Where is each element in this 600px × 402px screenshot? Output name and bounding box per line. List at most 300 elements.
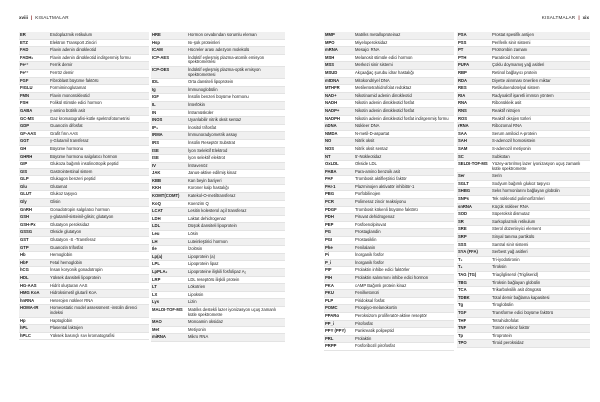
abbreviation: HbF xyxy=(20,259,29,265)
abbreviation-row xyxy=(19,146,149,154)
abbreviation-row xyxy=(151,216,285,224)
abbreviation-definition: γ-amino bütirik asit xyxy=(50,107,85,113)
abbreviation-definition: İnositol trifosfat xyxy=(188,124,217,130)
abbreviation: Ser xyxy=(458,173,465,179)
abbreviation-row xyxy=(457,123,590,131)
abbreviation-row xyxy=(457,146,590,154)
abbreviation-definition: cAMP Bağımlı protein kinaz xyxy=(355,282,407,288)
abbreviation-definition: Okside LDL xyxy=(355,161,377,167)
abbreviation: Met xyxy=(152,326,160,332)
abbreviation: GTP xyxy=(20,244,29,250)
abbreviation: NADH xyxy=(325,100,338,106)
abbreviation-definition: Pankreatik polipeptid xyxy=(355,328,394,334)
abbreviation-row xyxy=(324,237,454,245)
abbreviation-row xyxy=(324,207,454,215)
abbreviation-row xyxy=(457,188,590,196)
abbreviation-row xyxy=(457,280,590,288)
abbreviation-definition: Serbest yağ asitleri xyxy=(492,249,528,255)
abbreviation-definition: 5'-Nükleotidaz xyxy=(355,153,382,159)
abbreviation-row xyxy=(151,148,285,156)
abbreviation: GDP xyxy=(20,123,30,129)
abbreviation-row xyxy=(457,62,590,70)
abbreviation-row xyxy=(151,79,285,87)
running-title: KISALTMALAR xyxy=(35,15,69,20)
abbreviation-row xyxy=(324,93,454,101)
abbreviation-definition: Peroksizom proliferatör-aktive reseptör xyxy=(355,312,427,318)
abbreviation-row xyxy=(324,267,454,275)
abbreviation: NADPH xyxy=(325,115,340,121)
abbreviation-row xyxy=(151,40,285,48)
abbreviation: T₄ xyxy=(458,264,463,270)
abbreviation-definition: İntramüsküler xyxy=(188,109,214,115)
abbreviation: GABA xyxy=(20,107,33,113)
abbreviation-definition: Metiyonin xyxy=(188,326,206,332)
abbreviation: IL xyxy=(152,101,156,107)
abbreviation: PRPP xyxy=(325,343,337,349)
abbreviation-definition: Mitokondriyel DNA xyxy=(355,77,390,83)
abbreviation-definition: Katekol-O-metiltransferaz xyxy=(188,193,236,199)
abbreviation-definition: Sterol düzenleyici element xyxy=(492,226,541,232)
abbreviation-definition: Tetrahidrofolat xyxy=(492,317,519,323)
abbreviation-row xyxy=(457,295,590,303)
abbreviation-definition: Fetal hemoglobin xyxy=(50,259,83,265)
abbreviation-definition: Melanosit stimüle edici hormon xyxy=(355,54,413,60)
abbreviation-row xyxy=(324,283,454,291)
abbreviation: LH xyxy=(152,238,158,244)
abbreviation: SHBG xyxy=(458,188,471,194)
abbreviation: SYA (FFA) xyxy=(458,249,478,255)
abbreviation: SOD xyxy=(458,211,468,217)
abbreviation: GSSG xyxy=(20,229,33,235)
abbreviation-definition: Retinol bağlayıcı protein xyxy=(492,69,537,75)
page-header xyxy=(19,15,69,20)
abbreviation-definition: İzolösin xyxy=(188,246,203,252)
abbreviation-definition: İndüktif eşleşmiş plazma-atomik emisyon spektrometresi xyxy=(188,54,265,65)
abbreviation-definition: S-adenozil homosistein xyxy=(492,138,536,144)
abbreviation-row xyxy=(19,199,149,207)
abbreviation: MSH xyxy=(325,54,335,60)
abbreviation: SRP xyxy=(458,234,467,240)
abbreviation-row xyxy=(151,208,285,216)
abbreviation: KKH xyxy=(152,185,162,191)
abbreviation-row xyxy=(457,333,590,341)
abbreviation: MSS xyxy=(325,62,335,68)
abbreviation-definition: Laktat dehidrogenaz xyxy=(188,215,226,221)
abbreviation: ICP-AES xyxy=(152,54,169,60)
abbreviation-definition: Hemoglobin xyxy=(50,252,73,258)
abbreviation-row xyxy=(19,116,149,124)
abbreviation: HRE xyxy=(152,32,161,37)
abbreviation-row xyxy=(324,123,454,131)
abbreviation-definition: Glisin xyxy=(50,199,61,205)
abbreviation-row xyxy=(324,108,454,116)
abbreviation-row xyxy=(457,78,590,86)
abbreviation-definition: Elektron Transport Zinciri xyxy=(50,39,97,45)
abbreviation-definition: İmmunoradyometrik assay xyxy=(188,132,238,138)
abbreviation: RNA xyxy=(458,100,468,106)
header-separator: | xyxy=(30,15,33,20)
abbreviation: MAO xyxy=(152,319,162,325)
abbreviation-row xyxy=(19,154,149,162)
abbreviation: Fe²⁺ xyxy=(20,69,29,75)
abbreviation-row xyxy=(457,234,590,242)
abbreviation: HG-AAS xyxy=(20,282,37,288)
abbreviation-definition: İnterlökin xyxy=(188,101,205,107)
abbreviation-row xyxy=(324,298,454,306)
abbreviation-definition: Koenzim Q xyxy=(188,200,209,206)
abbreviation: GLUT xyxy=(20,191,32,197)
abbreviation-definition: Merkezi sinir sistemi xyxy=(355,62,393,68)
abbreviation-definition: Tiroid peroksidaz xyxy=(492,340,524,346)
abbreviation: RNS xyxy=(458,107,467,113)
abbreviation-definition: İntravenöz xyxy=(188,162,208,168)
abbreviation-row xyxy=(151,261,285,269)
abbreviation-definition: Fenilketonüri xyxy=(355,290,379,296)
abbreviation-row xyxy=(457,154,590,162)
abbreviation-row xyxy=(457,40,590,48)
abbreviation-row xyxy=(457,173,590,181)
abbreviation-row xyxy=(19,47,149,55)
abbreviation-definition: Haptoglobin xyxy=(50,317,73,323)
abbreviation-definition: γ-glutamil-sisteinil-glisin; glutatyon xyxy=(50,214,114,220)
abbreviation-definition: Glukagon benzeri peptid xyxy=(50,176,96,182)
abbreviation: ICAM xyxy=(152,47,163,53)
abbreviation: ISE xyxy=(152,155,159,161)
abbreviation: PPARα xyxy=(325,312,339,318)
abbreviation-row xyxy=(324,85,454,93)
abbreviation-definition: Orta dansiteli lipoprotein xyxy=(188,79,234,85)
abbreviation: GHRH xyxy=(20,153,33,159)
abbreviation-row xyxy=(151,155,285,163)
abbreviation: FGF xyxy=(20,77,29,83)
abbreviation-row xyxy=(324,146,454,154)
abbreviation: PDGF xyxy=(325,206,337,212)
abbreviation: hnRNA xyxy=(20,297,35,303)
abbreviation-row xyxy=(457,204,590,212)
abbreviation-row xyxy=(19,32,149,40)
abbreviation-row xyxy=(324,78,454,86)
abbreviation: NOS xyxy=(325,145,335,151)
abbreviation-definition: İyon selektif elektrot xyxy=(188,155,226,161)
abbreviation-row xyxy=(457,131,590,139)
abbreviation-definition: Tümör nekroz faktör xyxy=(492,325,530,331)
abbreviation-row xyxy=(151,170,285,178)
abbreviation-definition: Homeostatic model assessment -insülin direnci indeksi xyxy=(50,305,138,315)
abbreviation: SAA xyxy=(458,130,467,136)
abbreviation: Hsp xyxy=(152,39,160,45)
abbreviation: LDH xyxy=(152,215,161,221)
abbreviation: LX xyxy=(152,291,158,297)
abbreviation-row xyxy=(457,264,590,272)
abbreviation-row xyxy=(19,333,149,341)
abbreviation-definition: Folikül stimüle edici hormon xyxy=(50,100,102,106)
abbreviation: ISE xyxy=(152,147,159,153)
abbreviation-row xyxy=(457,93,590,101)
abbreviation: HOMA-IR xyxy=(20,305,39,311)
abbreviation-row xyxy=(324,131,454,139)
abbreviation: NMDA xyxy=(325,130,338,136)
abbreviation: RBP xyxy=(458,69,467,75)
abbreviation-row xyxy=(19,260,149,268)
abbreviation-row xyxy=(324,252,454,260)
abbreviation: NADP+ xyxy=(325,107,340,113)
abbreviation-row xyxy=(457,55,590,63)
abbreviation: HDL xyxy=(20,275,29,280)
abbreviation-row xyxy=(457,108,590,116)
abbreviation-row xyxy=(151,277,285,285)
abbreviation: IRMA xyxy=(152,132,163,138)
abbreviation-row xyxy=(457,287,590,295)
abbreviation: Hp xyxy=(20,317,26,323)
abbreviation-row xyxy=(19,252,149,260)
abbreviation-definition: Prostat spesifik antijen xyxy=(492,32,534,37)
abbreviation-definition: Okside glutatyon xyxy=(50,229,82,235)
abbreviation: GF-AAS xyxy=(20,130,37,136)
abbreviation-row xyxy=(457,257,590,265)
abbreviation: TPO xyxy=(458,340,467,346)
abbreviation: PKU xyxy=(325,290,334,296)
abbreviation-definition: Monoamin oksidaz xyxy=(188,319,223,325)
page-number: xviii xyxy=(19,15,28,20)
abbreviation: Pi xyxy=(325,252,329,258)
abbreviation-row xyxy=(324,154,454,162)
abbreviation-row xyxy=(324,116,454,124)
abbreviation: PG xyxy=(325,229,332,235)
abbreviation-definition: Tiroprotein xyxy=(492,332,512,338)
abbreviation-definition: Uyarılabilir nitrik oksit sentaz xyxy=(188,117,242,123)
abbreviation-row xyxy=(151,140,285,148)
abbreviation-column-1 xyxy=(19,32,149,340)
abbreviation: ER xyxy=(20,32,26,37)
abbreviation: mRNA xyxy=(325,47,338,53)
abbreviation: PSA xyxy=(458,32,467,37)
abbreviation-definition: Lösin xyxy=(188,231,199,237)
abbreviation: PAF xyxy=(325,176,334,182)
abbreviation-definition: Serum amiloid A-protein xyxy=(492,130,537,136)
abbreviation: LpPLA₂ xyxy=(152,269,168,274)
abbreviation: Tp xyxy=(458,332,464,338)
abbreviation: SSS xyxy=(458,241,467,247)
abbreviation-row xyxy=(324,343,454,351)
abbreviation: SAM xyxy=(458,145,468,151)
abbreviation-row xyxy=(457,116,590,124)
abbreviation: FAD xyxy=(20,47,29,53)
abbreviation-definition: LDL reseptörü ilişkili protein xyxy=(188,276,240,282)
abbreviation-row xyxy=(19,78,149,86)
abbreviation-column-4 xyxy=(457,32,590,348)
abbreviation: TBG xyxy=(458,279,467,285)
abbreviation: Tg xyxy=(458,302,464,308)
abbreviation: SELDI-TOF-MS xyxy=(458,161,488,167)
abbreviation-row xyxy=(324,328,454,336)
abbreviation-row xyxy=(19,214,149,222)
abbreviation-row xyxy=(324,32,454,40)
abbreviation-definition: Prostaglandin xyxy=(355,229,381,235)
abbreviation-definition: Plazminojen aktivatör inhibitör-1 xyxy=(355,183,415,189)
abbreviation-row xyxy=(19,70,149,78)
abbreviation-row xyxy=(151,132,285,140)
abbreviation: LT xyxy=(152,284,157,290)
abbreviation: RES xyxy=(458,85,467,91)
abbreviation-definition: Nikotin adenin dinükleotid fosfat indirgenmiş formu xyxy=(355,115,449,121)
abbreviation-row xyxy=(19,131,149,139)
abbreviation: INOS xyxy=(152,117,163,123)
abbreviation-definition: Lipoksin xyxy=(188,291,204,297)
abbreviation-definition: Radyoaktif işaretli immün yöntem xyxy=(492,92,554,98)
abbreviation-row xyxy=(151,284,285,292)
abbreviation-row xyxy=(457,85,590,93)
abbreviation-definition: Nitrik oksit xyxy=(355,138,375,144)
abbreviation: P_i xyxy=(325,259,332,265)
abbreviation-definition: Fenilalanin xyxy=(355,244,376,250)
abbreviation: IRS xyxy=(152,139,159,145)
abbreviation-definition: Flavin adenin dinükleotid indirgenmiş formu xyxy=(50,54,131,60)
abbreviation: PIH xyxy=(325,275,332,280)
abbreviation-definition: Nikotin adenin dinükleotid fosfat xyxy=(355,100,415,106)
abbreviation: NT xyxy=(325,153,331,159)
abbreviation-definition: Piridoksal fosfat xyxy=(355,297,385,303)
abbreviation: hPLC xyxy=(20,332,31,338)
abbreviation: MALDI-TOF-MS xyxy=(152,306,183,312)
abbreviation-definition: Fosforibozil pirofosfat xyxy=(355,343,395,349)
abbreviation-row xyxy=(19,169,149,177)
abbreviation-row xyxy=(151,67,285,79)
abbreviation: PEP xyxy=(325,221,334,227)
abbreviation: T₃ xyxy=(458,256,463,262)
abbreviation-definition: Transforme edici büyüme faktörü xyxy=(492,309,554,315)
abbreviation: FADH₂ xyxy=(20,54,34,60)
abbreviation-definition: Glutamat xyxy=(50,183,67,189)
abbreviation-definition: Glutatyon peroksidaz xyxy=(50,221,90,227)
abbreviation: snRNA xyxy=(458,203,472,209)
abbreviation-definition: Polimeraz zincir reaksiyonu xyxy=(355,199,406,205)
abbreviation: MSUD xyxy=(325,69,338,75)
abbreviation: Gly xyxy=(20,199,27,205)
abbreviation-row xyxy=(457,310,590,318)
abbreviation: PBG xyxy=(325,191,335,197)
abbreviation-definition: Mesajcı RNA xyxy=(355,47,380,53)
abbreviation-definition: Tek nükleotid polimorfizmleri xyxy=(492,196,545,202)
abbreviation-row xyxy=(457,47,590,55)
abbreviation-definition: Flavin adenin dinükleotid xyxy=(50,47,97,53)
abbreviation: PRL xyxy=(325,335,334,341)
abbreviation-row xyxy=(151,55,285,67)
page-number: xix xyxy=(582,15,589,20)
abbreviation: TNF xyxy=(458,325,467,331)
abbreviation-definition: Ribozomal RNA xyxy=(492,123,522,129)
abbreviation: Lp(a) xyxy=(152,253,163,259)
abbreviation-definition: Sinyal tanıma partikülü xyxy=(492,234,535,240)
abbreviation-row xyxy=(324,100,454,108)
abbreviation: Fe³⁺ xyxy=(20,62,29,68)
abbreviation-row xyxy=(151,239,285,247)
abbreviation-definition: Isı-şok proteinleri xyxy=(188,39,220,45)
abbreviation-row xyxy=(19,207,149,215)
abbreviation-definition: Paratiroid hormon xyxy=(492,54,526,60)
abbreviation-definition: γ-Glutamil transferaz xyxy=(50,138,89,144)
abbreviation: LCAT xyxy=(152,208,163,214)
abbreviation-row xyxy=(151,193,285,201)
abbreviation-row xyxy=(324,176,454,184)
abbreviation-definition: Hormon cevabından sorumlu eleman xyxy=(188,32,257,37)
abbreviation-row xyxy=(19,290,149,298)
abbreviation-definition: Lipoprotein lipaz xyxy=(188,261,219,267)
abbreviation-row xyxy=(19,93,149,101)
abbreviation: PTH xyxy=(458,54,467,60)
abbreviation-row xyxy=(151,327,285,335)
abbreviation-definition: Hidrit oluşturan AAS xyxy=(50,282,88,288)
abbreviation: TAG (TG) xyxy=(458,272,477,277)
abbreviation: rRNA xyxy=(458,123,469,129)
abbreviation: PT xyxy=(458,47,464,53)
abbreviation-row xyxy=(324,138,454,146)
abbreviation-row xyxy=(151,269,285,277)
abbreviation-row xyxy=(151,110,285,118)
abbreviation-definition: Total demir bağlama kapasitesi xyxy=(492,294,550,300)
abbreviation-definition: Miyeloperoksidaz xyxy=(355,39,388,45)
abbreviation: Lys xyxy=(152,299,160,305)
abbreviation-row xyxy=(19,123,149,131)
abbreviation-row xyxy=(151,87,285,95)
abbreviation-definition: Glukoza bağımlı insülinotropik peptid xyxy=(50,161,119,167)
abbreviation: nDNA xyxy=(325,123,337,129)
abbreviation-definition: Diyette alınması önerilen miktar xyxy=(492,77,551,83)
abbreviation: TGF xyxy=(458,309,467,315)
abbreviation-row xyxy=(324,222,454,230)
abbreviation-row xyxy=(19,275,149,283)
abbreviation: PCR xyxy=(325,199,334,205)
abbreviation: Ile xyxy=(152,246,157,252)
abbreviation-definition: Tiroksin bağlayan globülin xyxy=(492,279,541,285)
abbreviation-definition: Formiminoglutamat xyxy=(50,85,86,91)
abbreviation: PP_i xyxy=(325,320,335,326)
abbreviation: SR xyxy=(458,218,464,224)
abbreviation: IP₃ xyxy=(152,124,158,130)
abbreviation-definition: Endoplazmik retikulum xyxy=(50,32,93,37)
abbreviation: GLP xyxy=(20,176,29,182)
abbreviation: RDA xyxy=(458,77,468,83)
abbreviation-row xyxy=(324,47,454,55)
abbreviation: Glu xyxy=(20,183,27,189)
abbreviation: KOMT(COMT) xyxy=(152,193,180,199)
abbreviation-row xyxy=(19,222,149,230)
abbreviation: GIP xyxy=(20,161,28,167)
abbreviation-definition: Serin xyxy=(492,173,502,179)
abbreviation-row xyxy=(457,161,590,173)
abbreviation-definition: İyon Selektif Elektrod xyxy=(188,147,228,153)
abbreviation-row xyxy=(19,161,149,169)
abbreviation: hCG xyxy=(20,267,29,273)
abbreviation-definition: Fibroblast büyüme faktörü xyxy=(50,77,99,83)
abbreviation: GC-MS xyxy=(20,115,34,121)
abbreviation-definition: Luteinleştirici hormon xyxy=(188,238,228,244)
abbreviation-definition: Sodyum bağımlı glukoz taşıyıcı xyxy=(492,180,550,186)
abbreviation-definition: Çoklu doymamış yağ asitleri xyxy=(492,62,545,68)
abbreviation: mtDNA xyxy=(325,77,340,83)
abbreviation-row xyxy=(19,229,149,237)
running-title: KISALTMALAR xyxy=(541,15,576,20)
abbreviation: PDH xyxy=(325,214,334,220)
abbreviation: MPO xyxy=(325,39,335,45)
abbreviation-definition: Nitrik oksit sentaz xyxy=(355,145,388,151)
abbreviation-definition: Guanozin trifosfat xyxy=(50,244,83,250)
abbreviation-definition: Prolaktin inhibe edici faktörler xyxy=(355,267,410,273)
abbreviation: Phe xyxy=(325,244,333,250)
abbreviation: PPY (PPY) xyxy=(325,328,346,334)
page-header xyxy=(542,15,589,20)
abbreviation-row xyxy=(324,245,454,253)
abbreviation-definition: Proopiyo-melanokortin xyxy=(355,305,397,311)
